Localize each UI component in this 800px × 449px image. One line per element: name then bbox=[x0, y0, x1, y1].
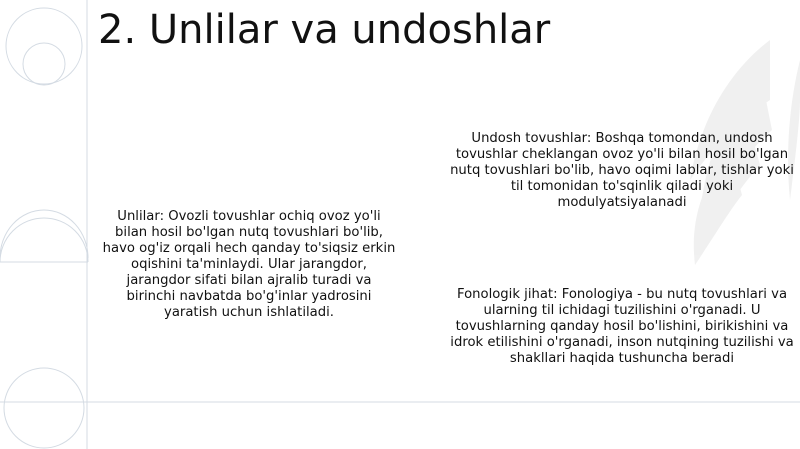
undosh-text-block: Undosh tovushlar: Boshqa tomondan, undosh tovushlar cheklangan ovoz yo'li bilan hosil bo'lgan nutq tovushlari bo'lib, havo oqimi lablar, tishlar yoki til tomonidan to'sqinlik qiladi yoki modulyatsiyalanadi bbox=[450, 131, 794, 210]
arch-left bbox=[0, 218, 88, 262]
top-small-circle bbox=[23, 43, 65, 85]
unlilar-text-block: Unlilar: Ovozli tovushlar ochiq ovoz yo'li bilan hosil bo'lgan nutq tovushlari bo'lib, havo og'iz orqali hech qanday to'siqsiz erkin oqishini ta'minlaydi. Ular jarangdor, jarangdor sifati bilan ajralib turadi va birinchi navbatda bo'g'inlar yadrosini yaratish uchun ishlatiladi. bbox=[102, 209, 396, 320]
top-large-circle bbox=[6, 8, 82, 84]
bottom-circle bbox=[4, 368, 84, 448]
slide-title: 2. Unlilar va undoshlar bbox=[98, 7, 551, 53]
fonologik-text-block: Fonologik jihat: Fonologiya - bu nutq tovushlari va ularning til ichidagi tuzilishini o'rganadi. U tovushlarning qanday hosil bo'lishini, birikishini va idrok etilishini o'rganadi, inson nutqining tuzilishi va shakllari haqida tushuncha beradi bbox=[450, 287, 794, 366]
arch-inner bbox=[0, 210, 88, 258]
